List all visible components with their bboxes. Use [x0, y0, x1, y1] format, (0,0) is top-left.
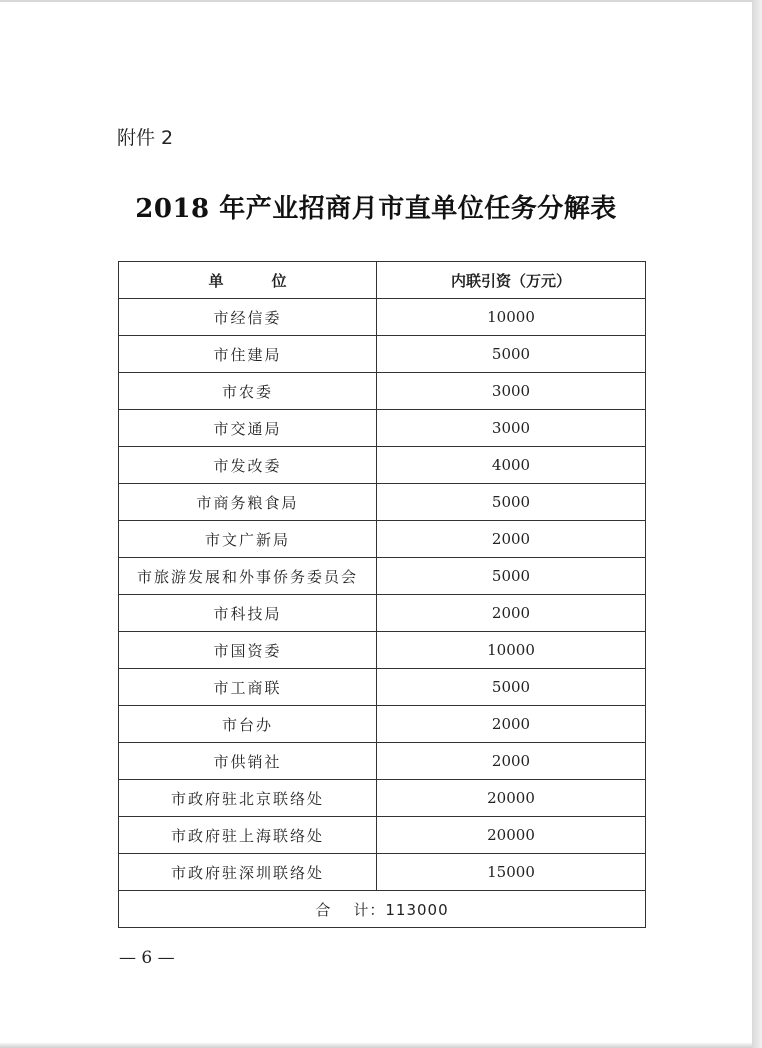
total-row [119, 891, 646, 928]
unit-cell: 市台办 [119, 706, 377, 743]
total-value: 113000 [385, 900, 449, 919]
total-label-part2: 计： [353, 900, 386, 919]
scan-edge-bottom [0, 1043, 752, 1048]
table-row [119, 336, 646, 373]
total-label-part1: 合 [315, 900, 332, 919]
table-row [119, 780, 646, 817]
table-row [119, 743, 646, 780]
amount-cell: 5000 [377, 336, 646, 373]
table-row [119, 854, 646, 891]
header-unit-part2: 位 [271, 271, 287, 290]
table-row [119, 484, 646, 521]
unit-cell: 市政府驻深圳联络处 [119, 854, 377, 891]
unit-cell: 市文广新局 [119, 521, 377, 558]
amount-cell: 3000 [377, 373, 646, 410]
scan-edge-top [0, 0, 752, 2]
table-row [119, 632, 646, 669]
unit-cell: 市供销社 [119, 743, 377, 780]
amount-cell: 5000 [377, 484, 646, 521]
unit-cell: 市发改委 [119, 447, 377, 484]
header-unit [119, 262, 377, 299]
unit-cell: 市交通局 [119, 410, 377, 447]
table-row [119, 817, 646, 854]
page-title: 2018 年产业招商月市直单位任务分解表 [135, 194, 617, 224]
amount-cell: 2000 [377, 595, 646, 632]
amount-cell: 3000 [377, 410, 646, 447]
amount-cell: 10000 [377, 299, 646, 336]
amount-cell: 20000 [377, 780, 646, 817]
table-header-row [119, 262, 646, 299]
total-cell [119, 891, 646, 928]
unit-cell: 市商务粮食局 [119, 484, 377, 521]
amount-cell: 5000 [377, 669, 646, 706]
header-amount: 内联引资（万元） [377, 262, 646, 299]
table-row [119, 521, 646, 558]
unit-cell: 市旅游发展和外事侨务委员会 [119, 558, 377, 595]
amount-cell: 2000 [377, 521, 646, 558]
amount-cell: 20000 [377, 817, 646, 854]
page-number: — 6 — [119, 948, 175, 968]
amount-cell: 2000 [377, 743, 646, 780]
table-row [119, 447, 646, 484]
scan-edge-right [752, 0, 762, 1048]
unit-cell: 市农委 [119, 373, 377, 410]
amount-cell: 2000 [377, 706, 646, 743]
unit-cell: 市住建局 [119, 336, 377, 373]
unit-cell: 市国资委 [119, 632, 377, 669]
table-row [119, 373, 646, 410]
table-row [119, 410, 646, 447]
attachment-label: 附件 2 [117, 127, 174, 149]
table-row [119, 706, 646, 743]
unit-cell: 市政府驻北京联络处 [119, 780, 377, 817]
amount-cell: 4000 [377, 447, 646, 484]
table-row [119, 595, 646, 632]
task-table [118, 261, 646, 928]
unit-cell: 市工商联 [119, 669, 377, 706]
table-row [119, 669, 646, 706]
header-unit-part1: 单 [208, 271, 224, 290]
unit-cell: 市政府驻上海联络处 [119, 817, 377, 854]
amount-cell: 15000 [377, 854, 646, 891]
amount-cell: 5000 [377, 558, 646, 595]
unit-cell: 市科技局 [119, 595, 377, 632]
amount-cell: 10000 [377, 632, 646, 669]
table-row [119, 558, 646, 595]
table-row [119, 299, 646, 336]
unit-cell: 市经信委 [119, 299, 377, 336]
